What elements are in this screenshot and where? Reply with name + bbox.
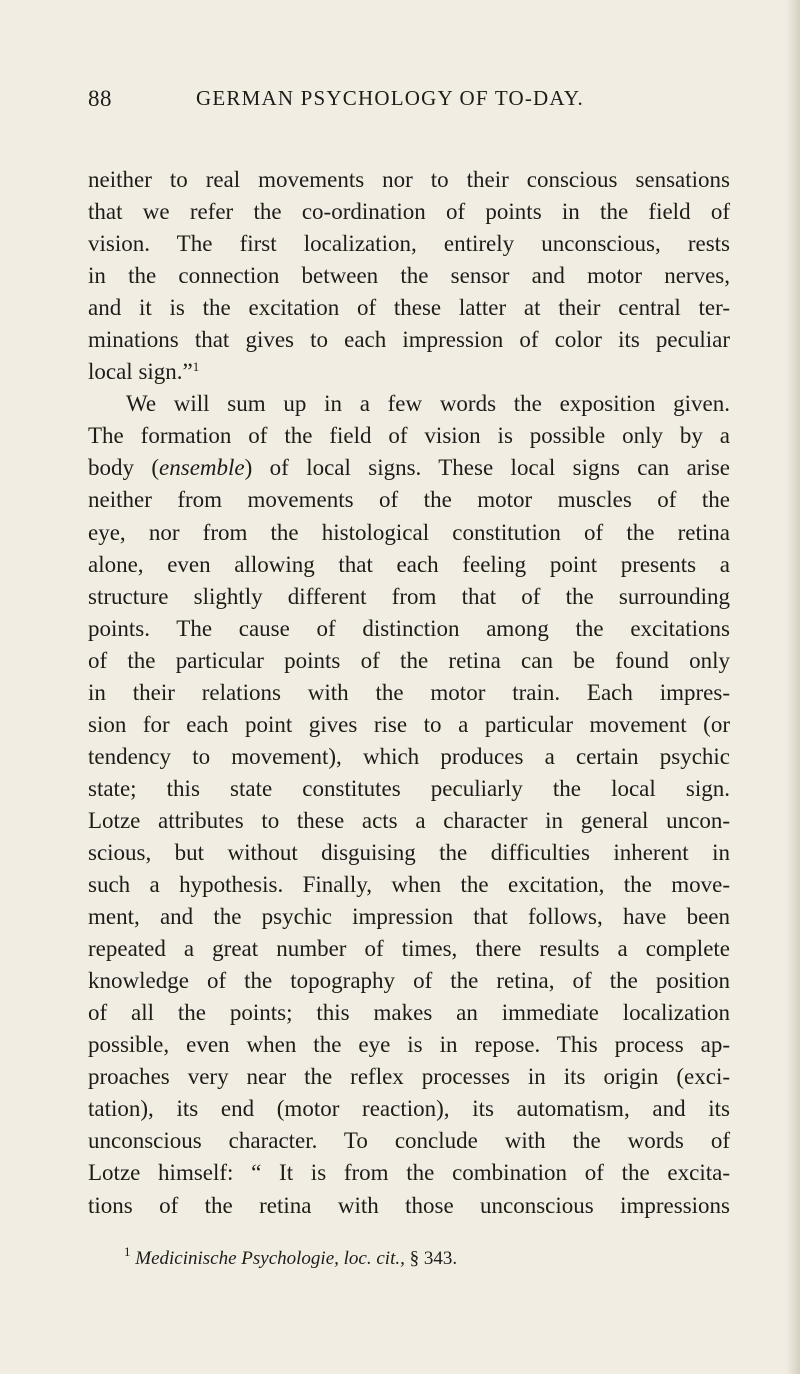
text-line: such a hypothesis. Finally, when the excitation, the move- <box>88 872 730 898</box>
footnote-section-ref: § 343. <box>409 1248 458 1269</box>
body-text <box>88 164 730 1222</box>
text-line: neither to real movements nor to their conscious sensations <box>88 167 730 192</box>
footnote-reference: 1 <box>192 359 200 375</box>
running-title: GERMAN PSYCHOLOGY OF TO-DAY. <box>196 86 584 110</box>
footnote-marker: 1 <box>124 1244 131 1259</box>
text-line: structure slightly different from that of the surrounding <box>88 583 730 609</box>
text-line: and it is the excitation of these latter at their central ter- <box>88 295 730 321</box>
text-line: minations that gives to each impression of color its peculiar <box>88 327 730 353</box>
text-line: tions of the retina with those unconscious impressions <box>88 1192 730 1218</box>
text-line: local sign.” <box>88 359 193 385</box>
text-line: vision. The first localization, entirely unconscious, rests <box>88 231 730 257</box>
text-line: of all the points; this makes an immediate localization <box>88 1000 730 1026</box>
page-edge-shadow <box>786 0 800 1374</box>
text-line: repeated a great number of times, there results a complete <box>88 936 730 962</box>
italic-term: ensemble <box>159 455 245 481</box>
text-line: possible, even when the eye is in repose. This process ap- <box>88 1032 730 1058</box>
text-line-with-note <box>88 356 730 388</box>
text-line: neither from movements of the motor muscles of the <box>88 487 730 513</box>
text-line: sion for each point gives rise to a particular movement (or <box>88 711 730 737</box>
text-line: points. The cause of distinction among the excitations <box>88 615 730 641</box>
paragraph-start: We will sum up in a few words the exposition given. <box>126 391 730 417</box>
text-line: body (ensemble) of local signs. These local signs can arise <box>88 455 730 481</box>
footnote-source-title: Medicinische Psychologie, loc. cit., <box>135 1248 405 1269</box>
text-line: ment, and the psychic impression that follows, have been <box>88 904 730 930</box>
text-line: The formation of the field of vision is possible only by a <box>88 423 730 449</box>
running-header <box>88 86 728 126</box>
text-line: unconscious character. To conclude with the words of <box>88 1128 730 1154</box>
text-line: of the particular points of the retina can be found only <box>88 647 730 673</box>
text-line: in the connection between the sensor and motor nerves, <box>88 263 730 289</box>
text-line: that we refer the co-ordination of points in the field of <box>88 199 730 225</box>
text-line: in their relations with the motor train. Each impres- <box>88 679 730 705</box>
text-line: state; this state constitutes peculiarly the local sign. <box>88 775 730 801</box>
footnote <box>124 1244 458 1270</box>
text-line: Lotze himself: “ It is from the combination of the excita- <box>88 1160 730 1186</box>
text-line: scious, but without disguising the difficulties inherent in <box>88 839 730 865</box>
text-line: alone, even allowing that each feeling point presents a <box>88 551 730 577</box>
page-number: 88 <box>88 86 112 111</box>
text-line: proaches very near the reflex processes in its origin (exci- <box>88 1064 730 1090</box>
text-line: tendency to movement), which produces a certain psychic <box>88 743 730 769</box>
text-line: Lotze attributes to these acts a character in general uncon- <box>88 807 730 833</box>
text-line: eye, nor from the histological constitution of the retina <box>88 519 730 545</box>
text-line: tation), its end (motor reaction), its automatism, and its <box>88 1096 730 1122</box>
text-line: knowledge of the topography of the retina, of the position <box>88 968 730 994</box>
